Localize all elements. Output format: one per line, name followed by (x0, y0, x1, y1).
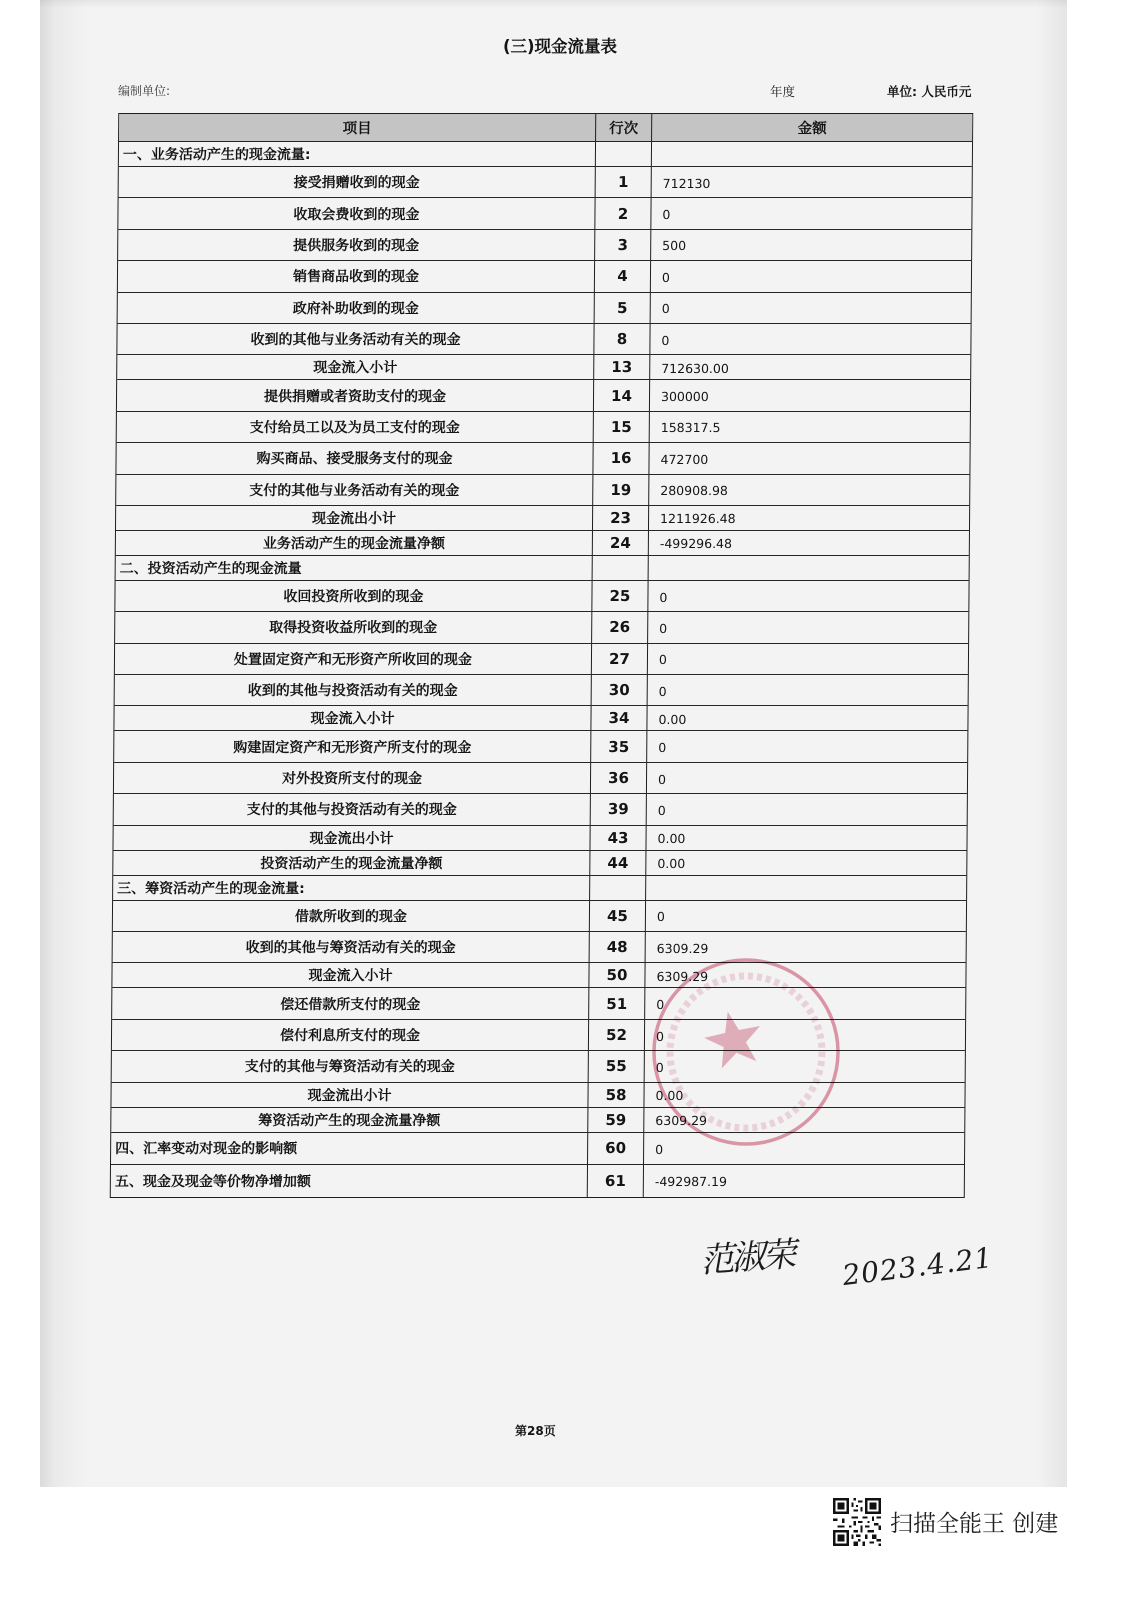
item-name-cell: 收取会费收到的现金 (118, 198, 595, 228)
item-name-cell: 现金流出小计 (116, 506, 593, 530)
currency-unit-label: 单位: 人民币元 (887, 84, 972, 99)
table-row (118, 293, 971, 324)
amount-cell: 0 (659, 620, 668, 636)
line-number-cell: 61 (588, 1165, 644, 1197)
item-name-cell: 五、现金及现金等价物净增加额 (111, 1165, 588, 1197)
table-row (119, 167, 972, 198)
subtotal-row (111, 1083, 964, 1108)
item-name-cell: 提供服务收到的现金 (118, 230, 595, 260)
amount-cell: 0 (657, 802, 666, 818)
amount-cell: 0.00 (657, 831, 686, 847)
line-number-cell: 19 (593, 475, 649, 505)
amount-cell: 0 (655, 1141, 664, 1157)
amount-cell: 0 (656, 909, 665, 925)
table-row (116, 475, 969, 506)
line-number-cell: 13 (594, 355, 650, 379)
table-body (111, 142, 972, 1197)
page-number: 第28页 (515, 1424, 556, 1438)
amount-cell: 0 (661, 269, 670, 285)
item-name-cell: 业务活动产生的现金流量净额 (116, 531, 593, 555)
table-row (117, 380, 970, 411)
section-heading-row (116, 556, 969, 581)
line-number-cell: 60 (588, 1133, 644, 1164)
amount-cell: 6309.29 (656, 968, 709, 984)
section-heading-row (119, 142, 972, 167)
amount-cell: -499296.48 (659, 536, 733, 552)
item-name-cell: 支付的其他与投资活动有关的现金 (114, 794, 591, 824)
item-name-cell: 支付的其他与筹资活动有关的现金 (112, 1051, 589, 1081)
subtotal-row (112, 963, 965, 988)
item-name-cell: 一、业务活动产生的现金流量: (119, 142, 596, 166)
line-number-cell: 3 (595, 230, 651, 260)
page-title: (三)现金流量表 (502, 37, 618, 56)
table-row (112, 1020, 965, 1051)
amount-cell (652, 142, 972, 166)
table-row (115, 612, 968, 643)
table-row (118, 261, 971, 292)
item-name-cell: 筹资活动产生的现金流量净额 (111, 1108, 588, 1132)
amount-cell: 0 (661, 301, 670, 317)
amount-cell: 0 (659, 589, 668, 605)
line-number-cell: 34 (591, 706, 647, 730)
line-number-cell: 27 (592, 644, 648, 674)
table-row (113, 932, 966, 963)
item-name-cell: 收到的其他与筹资活动有关的现金 (113, 932, 590, 962)
amount-cell: 0 (658, 740, 667, 756)
line-number-cell: 23 (593, 506, 649, 530)
subtotal-row (117, 355, 970, 380)
line-number-cell: 51 (589, 988, 645, 1018)
item-name-cell: 购建固定资产和无形资产所支付的现金 (114, 731, 591, 761)
table-row (115, 675, 968, 706)
summary-row (111, 1133, 964, 1165)
line-number-cell: 30 (592, 675, 648, 705)
summary-row (111, 1165, 964, 1197)
table-row (117, 412, 970, 443)
amount-cell: 500 (662, 238, 687, 254)
item-name-cell: 四、汇率变动对现金的影响额 (111, 1133, 588, 1164)
item-name-cell: 销售商品收到的现金 (118, 261, 595, 291)
line-number-cell: 5 (595, 293, 651, 323)
amount-cell: 712130 (662, 175, 711, 191)
table-row (118, 198, 971, 229)
line-number-cell: 45 (590, 901, 646, 931)
column-header-item: 项目 (119, 114, 596, 141)
item-name-cell: 现金流出小计 (113, 826, 590, 850)
amount-cell: 0 (655, 1028, 665, 1044)
item-name-cell: 支付的其他与业务活动有关的现金 (116, 475, 593, 505)
item-name-cell: 现金流入小计 (112, 963, 589, 987)
item-name-cell: 现金流入小计 (117, 355, 594, 379)
amount-cell: 280908.98 (660, 483, 728, 499)
table-header-row (119, 114, 972, 142)
amount-cell: 6309.29 (655, 1113, 708, 1129)
line-number-cell: 35 (591, 731, 647, 761)
line-number-cell: 4 (595, 261, 651, 291)
line-number-cell: 15 (594, 412, 650, 442)
line-number-cell: 44 (590, 851, 646, 875)
table-row (114, 794, 967, 825)
amount-cell: 0.00 (657, 856, 686, 872)
subtotal-row (113, 826, 966, 851)
line-number-cell: 2 (595, 198, 651, 228)
table-row (118, 230, 971, 261)
table-row (114, 763, 967, 794)
column-header-amount: 金额 (797, 121, 827, 137)
line-number-cell: 58 (588, 1083, 644, 1107)
item-name-cell: 投资活动产生的现金流量净额 (113, 851, 590, 875)
line-number-cell (593, 556, 649, 580)
amount-cell: 0.00 (655, 1088, 684, 1104)
net-cash-flow-row (111, 1108, 964, 1133)
compiler-label: 编制单位: (118, 84, 171, 98)
item-name-cell: 三、筹资活动产生的现金流量: (113, 876, 590, 900)
cash-flow-table (110, 113, 974, 1198)
table-row (112, 1051, 965, 1082)
amount-cell: 0 (655, 1059, 664, 1075)
net-cash-flow-row (116, 531, 969, 556)
line-number-cell: 43 (590, 826, 646, 850)
amount-cell: 0 (657, 771, 667, 787)
item-name-cell: 收到的其他与业务活动有关的现金 (117, 324, 594, 354)
item-name-cell: 偿还借款所支付的现金 (112, 988, 589, 1018)
amount-cell: -492987.19 (654, 1174, 728, 1190)
item-name-cell: 对外投资所支付的现金 (114, 763, 591, 793)
item-name-cell: 收到的其他与投资活动有关的现金 (115, 675, 592, 705)
line-number-cell: 14 (594, 380, 650, 410)
table-row (113, 901, 966, 932)
line-number-cell: 25 (592, 581, 648, 611)
line-number-cell (596, 142, 652, 166)
line-number-cell: 52 (589, 1020, 645, 1050)
column-header-line: 行次 (596, 114, 652, 141)
subtotal-row (114, 706, 967, 731)
table-row (116, 443, 969, 474)
item-name-cell: 现金流入小计 (114, 706, 591, 730)
line-number-cell: 1 (596, 167, 652, 197)
amount-cell: 1211926.48 (660, 511, 736, 527)
amount-cell: 0 (662, 207, 671, 223)
amount-cell: 712630.00 (661, 360, 729, 376)
item-name-cell: 接受捐赠收到的现金 (119, 167, 596, 197)
year-label: 年度 (770, 84, 796, 99)
line-number-cell: 59 (588, 1108, 644, 1132)
subtotal-row (116, 506, 969, 531)
item-name-cell: 二、投资活动产生的现金流量 (116, 556, 593, 580)
line-number-cell: 16 (593, 443, 649, 473)
item-name-cell: 取得投资收益所收到的现金 (115, 612, 592, 642)
line-number-cell: 39 (591, 794, 647, 824)
amount-cell (649, 556, 969, 580)
line-number-cell: 24 (593, 531, 649, 555)
item-name-cell: 支付给员工以及为员工支付的现金 (117, 412, 594, 442)
amount-cell: 300000 (660, 389, 709, 405)
line-number-cell: 8 (594, 324, 650, 354)
item-name-cell: 购买商品、接受服务支付的现金 (116, 443, 593, 473)
amount-cell: 158317.5 (660, 420, 721, 436)
amount-cell (646, 876, 966, 900)
table-row (115, 581, 968, 612)
amount-cell: 0.00 (658, 711, 687, 727)
line-number-cell: 36 (591, 763, 647, 793)
item-name-cell: 提供捐赠或者资助支付的现金 (117, 380, 594, 410)
amount-cell: 0 (661, 332, 670, 348)
handwritten-date: 2023.4.21 (840, 1240, 995, 1293)
item-name-cell: 政府补助收到的现金 (118, 293, 595, 323)
table-row (117, 324, 970, 355)
item-name-cell: 处置固定资产和无形资产所收回的现金 (115, 644, 592, 674)
qr-code-icon (833, 1497, 881, 1547)
amount-cell: 0 (656, 997, 665, 1013)
line-number-cell: 55 (589, 1051, 645, 1081)
table-row (114, 731, 967, 762)
item-name-cell: 偿付利息所支付的现金 (112, 1020, 589, 1050)
line-number-cell: 50 (589, 963, 645, 987)
line-number-cell: 26 (592, 612, 648, 642)
amount-cell: 0 (658, 683, 667, 699)
table-row (115, 644, 968, 675)
item-name-cell: 现金流出小计 (111, 1083, 588, 1107)
line-number-cell: 48 (590, 932, 646, 962)
amount-cell: 6309.29 (656, 940, 709, 956)
scanner-watermark: 扫描全能王 创建 (890, 1511, 1059, 1537)
amount-cell: 0 (658, 652, 667, 668)
table-row (112, 988, 965, 1019)
item-name-cell: 收回投资所收到的现金 (115, 581, 592, 611)
item-name-cell: 借款所收到的现金 (113, 901, 590, 931)
handwritten-signature: 范淑荣 (698, 1234, 795, 1282)
amount-cell: 472700 (660, 451, 709, 467)
section-heading-row (113, 876, 966, 901)
line-number-cell (590, 876, 646, 900)
net-cash-flow-row (113, 851, 966, 876)
